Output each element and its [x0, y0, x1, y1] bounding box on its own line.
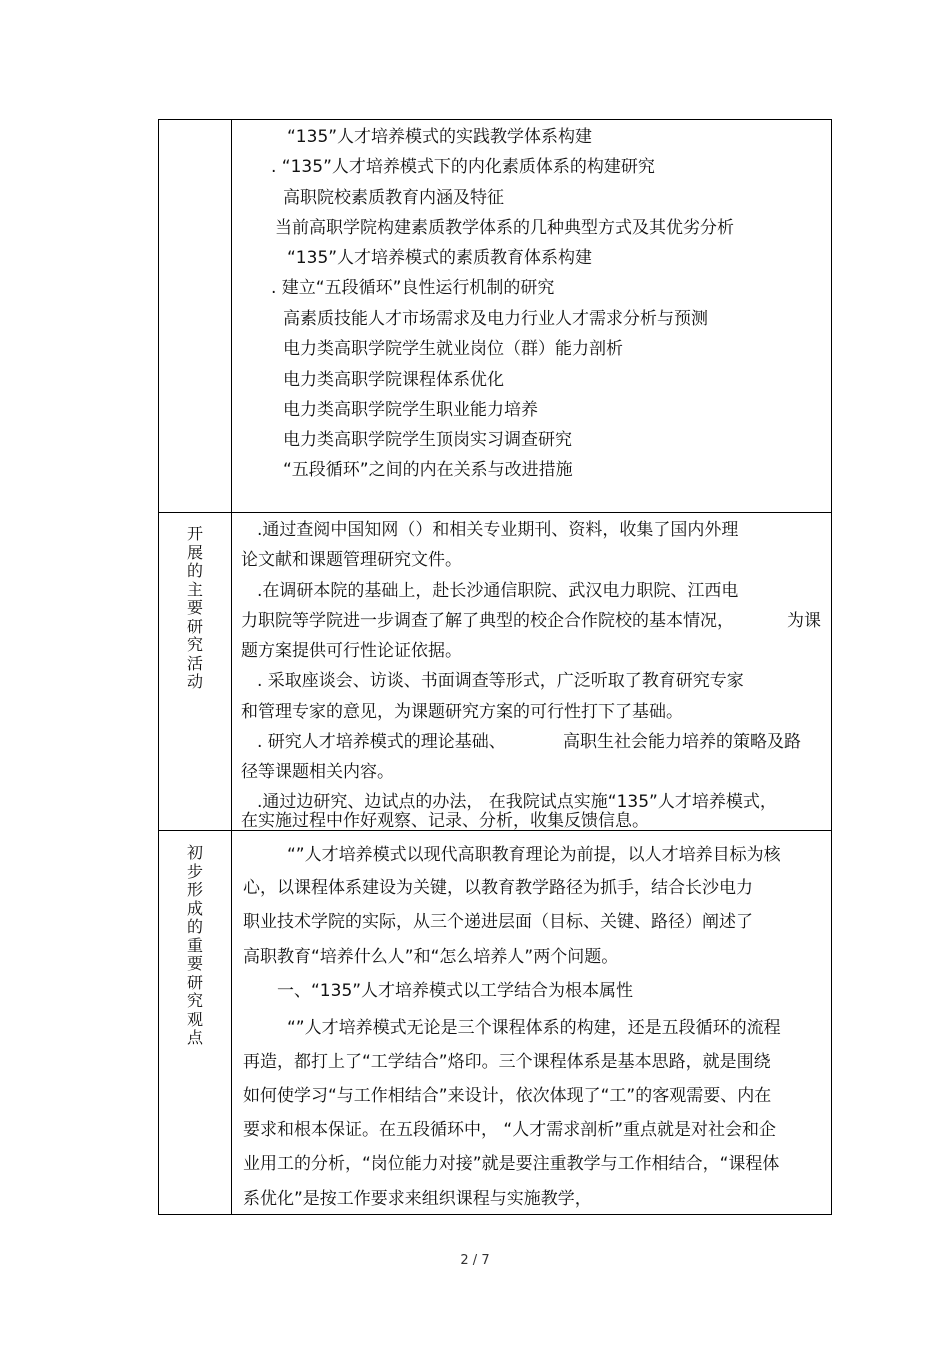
activity-line: 和管理专家的意见，为课题研究方案的可行性打下了基础。 — [241, 702, 683, 722]
topic-line: . 建立“五段循环”良性运行机制的研究 — [271, 278, 555, 298]
research-table — [158, 119, 832, 1215]
topic-line: 高职院校素质教育内涵及特征 — [283, 188, 504, 208]
viewpoint-line: 心，以课程体系建设为关键，以教育教学路径为抓手，结合长沙电力 — [243, 878, 753, 898]
viewpoint-line: 职业技术学院的实际，从三个递进层面（目标、关键、路径）阐述了 — [243, 912, 753, 932]
activity-line: 题方案提供可行性论证依据。 — [241, 641, 462, 661]
viewpoint-line: 业用工的分析，“岗位能力对接”就是要注重教学与工作相结合，“课程体 — [243, 1154, 780, 1174]
topic-line: 电力类高职学院课程体系优化 — [283, 370, 504, 390]
topic-line: 电力类高职学院学生顶岗实习调查研究 — [283, 430, 572, 450]
topic-line: 高素质技能人才市场需求及电力行业人才需求分析与预测 — [283, 309, 708, 329]
page-number: 2 / 7 — [460, 1253, 490, 1268]
viewpoint-line: 如何使学习“与工作相结合”来设计，依次体现了“工”的客观需要、内在 — [243, 1086, 772, 1106]
activity-line: .在调研本院的基础上，赴长沙通信职院、武汉电力职院、江西电 — [257, 581, 739, 601]
viewpoint-line: 高职教育“培养什么人”和“怎么培养人”两个问题。 — [243, 947, 619, 967]
activity-line: 径等课题相关内容。 — [241, 762, 394, 782]
activity-line: 力职院等学院进一步调查了解了典型的校企合作院校的基本情况， — [241, 611, 734, 631]
topic-line: . “135”人才培养模式下的内化素质体系的构建研究 — [271, 157, 655, 177]
viewpoints-label: 初 步 形 成 的 重 要 研 究 观 点 — [186, 843, 203, 1047]
topic-line: 电力类高职学院学生就业岗位（群）能力剖析 — [283, 339, 623, 359]
activity-line: 为课 — [787, 611, 821, 631]
topic-line: 当前高职学院构建素质教学体系的几种典型方式及其优劣分析 — [275, 218, 734, 238]
activity-line: 高职生社会能力培养的策略及路 — [563, 732, 801, 752]
viewpoint-line: 再造，都打上了“工学结合”烙印。三个课程体系是基本思路，就是围绕 — [243, 1052, 771, 1072]
activity-line: . 采取座谈会、访谈、书面调查等形式，广泛听取了教育研究专家 — [257, 671, 744, 691]
topic-line: “135”人才培养模式的实践教学体系构建 — [287, 127, 593, 147]
topic-line: “五段循环”之间的内在关系与改进措施 — [283, 460, 573, 480]
activity-line: 论文献和课题管理研究文件。 — [241, 550, 462, 570]
activity-line: .通过边研究、边试点的办法， 在我院试点实施“135”人才培养模式， — [257, 792, 777, 812]
activities-label: 开 展 的 主 要 研 究 活 动 — [186, 524, 203, 691]
activity-line: 在实施过程中作好观察、记录、分析，收集反馈信息。 — [241, 811, 649, 831]
topic-line: “135”人才培养模式的素质教育体系构建 — [287, 248, 593, 268]
viewpoint-line: “”人才培养模式以现代高职教育理论为前提，以人才培养目标为核 — [287, 845, 781, 865]
topic-line: 电力类高职学院学生职业能力培养 — [283, 400, 538, 420]
viewpoint-line: “”人才培养模式无论是三个课程体系的构建，还是五段循环的流程 — [287, 1018, 781, 1038]
row-divider — [159, 512, 831, 513]
viewpoint-line: 要求和根本保证。在五段循环中， “人才需求剖析”重点就是对社会和企 — [243, 1120, 777, 1140]
activity-line: .通过查阅中国知网（）和相关专业期刊、资料，收集了国内外理 — [257, 520, 739, 540]
activity-line: . 研究人才培养模式的理论基础、 — [257, 732, 506, 752]
viewpoint-line: 系优化”是按工作要求来组织课程与实施教学， — [243, 1189, 592, 1209]
column-divider — [231, 120, 232, 1214]
viewpoint-line: 一、“135”人才培养模式以工学结合为根本属性 — [277, 981, 634, 1001]
